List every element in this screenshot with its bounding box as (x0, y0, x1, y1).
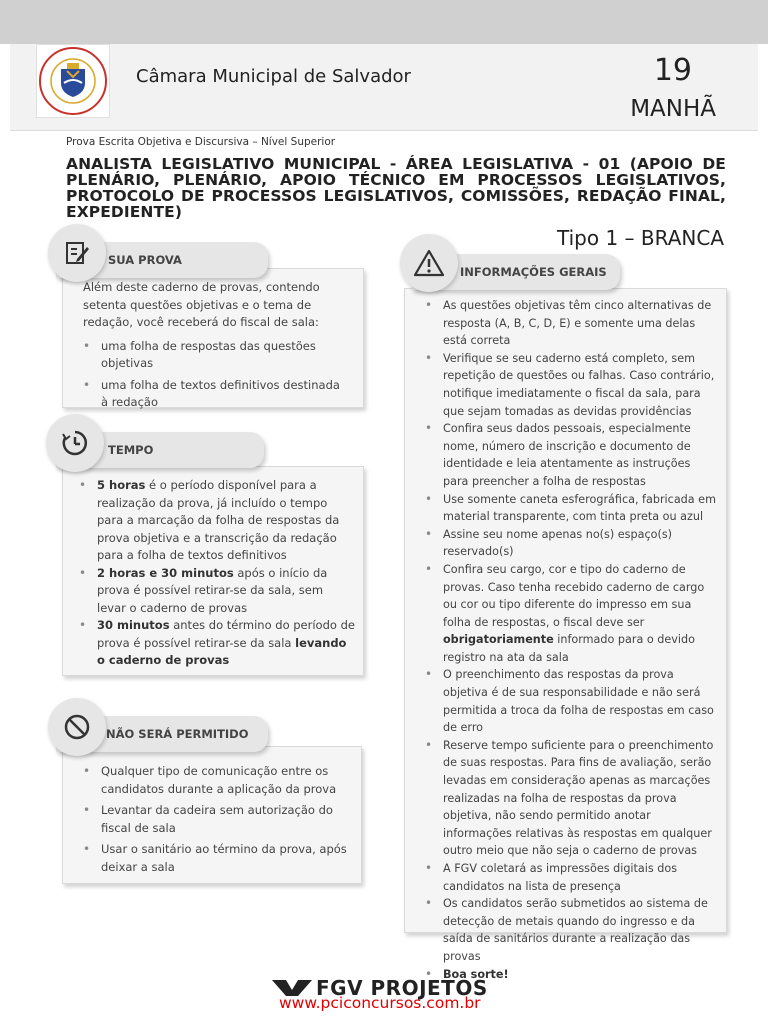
position-title: ANALISTA LEGISLATIVO MUNICIPAL - ÁREA LEGISLATIVA - 01 (APOIO DE PLENÁRIO, PLENÁRIO, APOIO TÉCNICO EM PROCESSOS LEGISLATIVOS, PROTOCOLO DE PROCESSOS LEGISLATIVOS, COMISSÕES, REDAÇÃO FINAL, EXPEDIENTE) (66, 155, 726, 221)
list-item: • Confira seus dados pessoais, especialmente nome, número de inscrição e documento de identidade e leia atentamente as instruções para preencher a folha de respostas (425, 420, 717, 490)
sua-prova-list (83, 338, 347, 412)
list-item: • Boa sorte! (425, 966, 717, 984)
warning-icon (400, 234, 458, 292)
nao-permitido-list (83, 763, 351, 876)
list-item: • Assine seu nome apenas no(s) espaço(s) reservado(s) (425, 526, 717, 561)
list-item: • 30 minutos antes do término do período de prova é possível retirar-se da sala levando o caderno de provas (79, 617, 355, 670)
list-item: • Verifique se seu caderno está completo, sem repetição de questões ou falhas. Caso contrário, notifique imediatamente o fiscal da sala, para que sejam tomadas as devidas providências (425, 350, 717, 420)
list-item: • Levantar da cadeira sem autorização do fiscal de sala (83, 802, 351, 837)
list-item: • uma folha de textos definitivos destinada à redação (83, 377, 347, 412)
clock-icon (46, 414, 104, 472)
sua-prova-label: SUA PROVA (108, 253, 182, 267)
booklet-type: Tipo 1 – BRANCA (557, 226, 724, 250)
list-item: • 2 horas e 30 minutos após o início da prova é possível retirar-se da sala, sem levar o caderno de provas (79, 565, 355, 618)
list-item: • Qualquer tipo de comunicação entre os candidatos durante a aplicação da prova (83, 763, 351, 798)
booklet-number: 19 (653, 53, 692, 88)
list-item: • Reserve tempo suficiente para o preenchimento de suas respostas. Para fins de avaliação, serão levadas em consideração apenas as marcações realizadas na folha de respostas da prova objetiva, não sendo permitido anotar informações relativas às respostas em qualquer outro meio que não seja o caderno de provas (425, 737, 717, 860)
pencil-paper-icon (48, 224, 106, 282)
sua-prova-content (83, 279, 347, 412)
nao-permitido-label: NÃO SERÁ PERMITIDO (106, 727, 249, 741)
list-item: • As questões objetivas têm cinco alternativas de resposta (A, B, C, D, E) e somente uma delas está correta (425, 297, 717, 350)
tempo-list (79, 477, 355, 670)
council-name: Câmara Municipal de Salvador (136, 66, 411, 87)
informacoes-list (425, 297, 717, 983)
exam-subtitle: Prova Escrita Objetiva e Discursiva – Nível Superior (66, 136, 336, 148)
informacoes-box (404, 288, 727, 981)
footer-url: www.pciconcursos.com.br (279, 994, 481, 1012)
sua-prova-box (62, 268, 364, 408)
header (10, 44, 758, 131)
fgv-logo-text: FGV PROJETOS (316, 976, 488, 1000)
city-council-crest-icon (36, 44, 110, 118)
list-item: • 5 horas é o período disponível para a realização da prova, já incluído o tempo para a marcação da folha de respostas da prova objetiva e a transcrição da redação para a folha de textos definitivos (79, 477, 355, 565)
list-item: • A FGV coletará as impressões digitais dos candidatos na lista de presença (425, 860, 717, 895)
tempo-label: TEMPO (108, 443, 154, 457)
list-item: • uma folha de respostas das questões objetivas (83, 338, 347, 373)
list-item: • Use somente caneta esferográfica, fabricada em material transparente, com tinta preta ou azul (425, 491, 717, 526)
tempo-box (62, 466, 364, 676)
prohibited-icon (48, 698, 106, 756)
list-item: • Os candidatos serão submetidos ao sistema de detecção de metais quando do ingresso e da saída de sanitários durante a realização das provas (425, 895, 717, 965)
exam-period: MANHÃ (630, 96, 716, 122)
list-item: • O preenchimento das respostas da prova objetiva é de sua responsabilidade e não será permitida a troca da folha de respostas em caso de erro (425, 666, 717, 736)
informacoes-label: INFORMAÇÕES GERAIS (460, 265, 607, 279)
list-item: • Confira seu cargo, cor e tipo do caderno de provas. Caso tenha recebido caderno de cargo ou cor ou tipo diferente do impresso em sua folha de respostas, o fiscal deve ser obrigatoriamente informado para o devido registro na ata da sala (425, 561, 717, 667)
list-item: • Usar o sanitário ao término da prova, após deixar a sala (83, 841, 351, 876)
sua-prova-intro: Além deste caderno de provas, contendo setenta questões objetivas e o tema de redação, você receberá do fiscal de sala: (83, 280, 320, 329)
top-band (0, 0, 768, 44)
nao-permitido-box (62, 746, 362, 884)
